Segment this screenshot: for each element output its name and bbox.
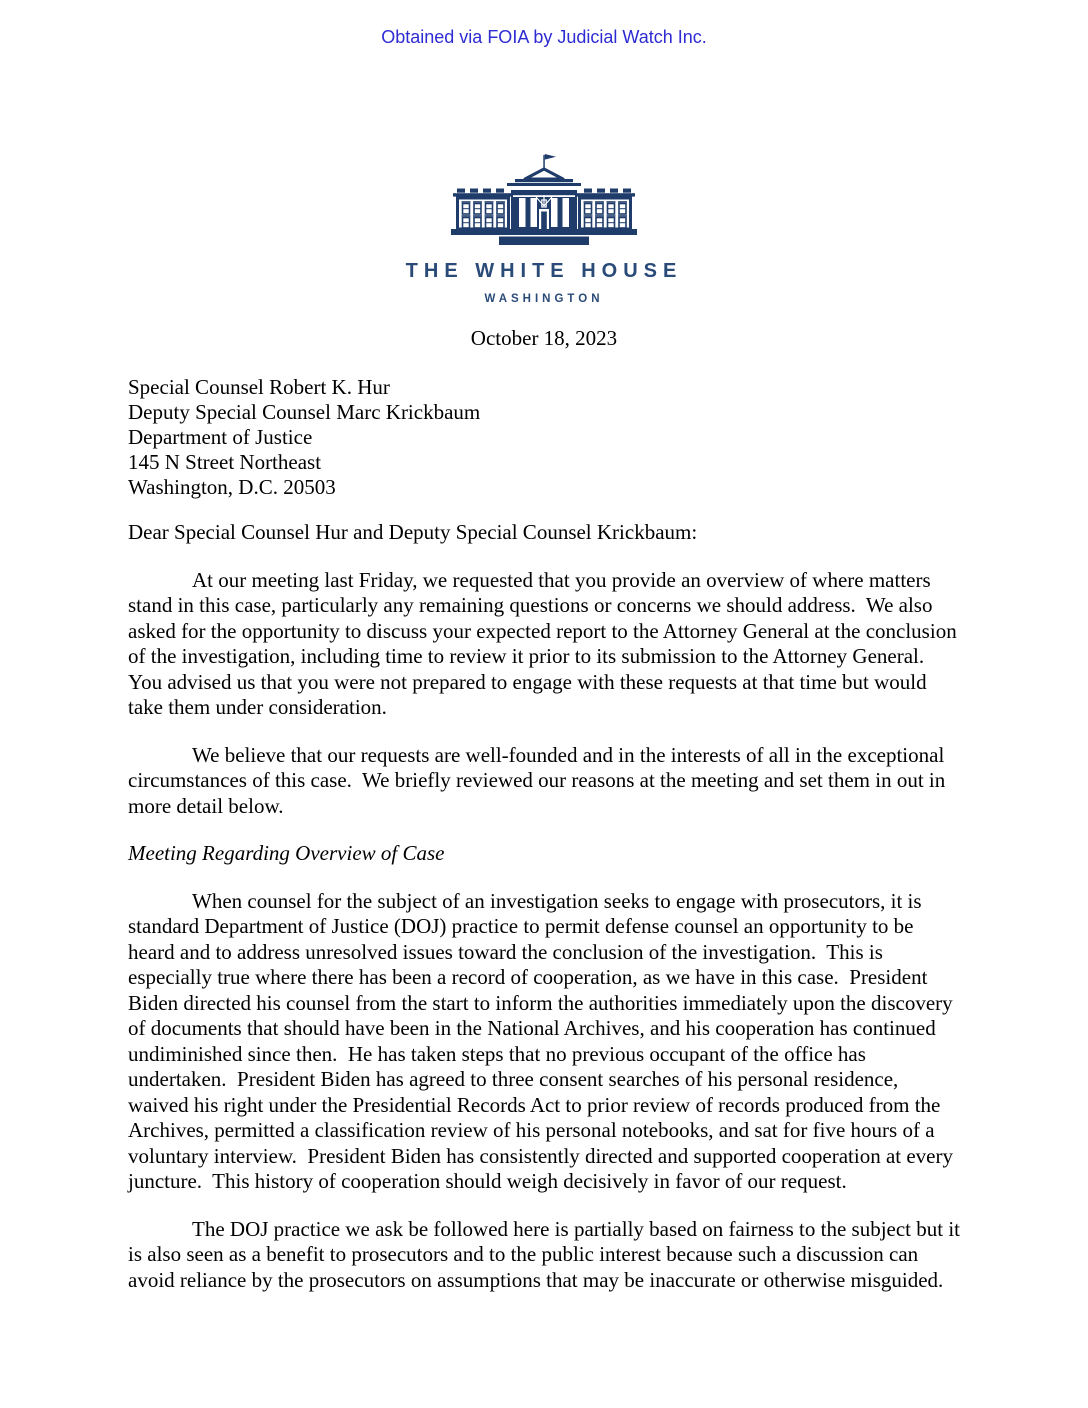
recipient-line: Special Counsel Robert K. Hur <box>128 375 390 399</box>
recipient-line: Deputy Special Counsel Marc Krickbaum <box>128 400 481 424</box>
white-house-logo-icon <box>449 150 639 250</box>
letterhead <box>0 150 1088 313</box>
paragraph-doj-practice-cooperation: When counsel for the subject of an investigation seeks to engage with prosecutors, it is standard Department of Justice (DOJ) practice to permit defense counsel an opportunity to be heard and to address unresolved issues toward the conclusion of the investigation. This is especially true where there has been a record of cooperation, as we have in this case. President Biden directed his counsel from the start to inform the authorities immediately upon the discovery of documents that should have been in the National Archives, and his cooperation has continued undiminished since then. He has taken steps that no previous occupant of the office has undertaken. President Biden has agreed to three consent searches of his personal residence, waived his right under the Presidential Records Act to prior review of records produced from the Archives, permitted a classification review of his personal notebooks, and sat for five hours of a voluntary interview. President Biden has consistently directed and supported cooperation at every juncture. This history of cooperation should weigh decisively in favor of our request. <box>128 888 959 1193</box>
recipient-address-block <box>128 375 962 500</box>
letter-body <box>128 375 966 1293</box>
letterhead-title: THE WHITE HOUSE <box>405 259 683 282</box>
paragraph-meeting-requests: At our meeting last Friday, we requested that you provide an overview of where matters stand in this case, particularly any remaining questions or concerns we should address. We also asked for the opportunity to discuss your expected report to the Attorney General at the conclusion of the investigation, including time to review it prior to its submission to the Attorney General. You advised us that you were not prepared to engage with these requests at that time but would take them under consideration. <box>128 567 962 719</box>
foia-watermark: Obtained via FOIA by Judicial Watch Inc. <box>381 27 707 47</box>
paragraph-requests-well-founded: We believe that our requests are well-founded and in the interests of all in the exceptional circumstances of this case. We briefly reviewed our reasons at the meeting and set them in out in more detail below. <box>128 742 951 818</box>
recipient-line: Department of Justice <box>128 425 313 449</box>
letter-date: October 18, 2023 <box>470 325 618 350</box>
recipient-line: Washington, D.C. 20503 <box>128 475 336 499</box>
recipient-line: 145 N Street Northeast <box>128 450 322 474</box>
paragraph-doj-practice-fairness: The DOJ practice we ask be followed here is partially based on fairness to the subject but it is also seen as a benefit to prosecutors and to the public interest because such a discussion can avoid reliance by the prosecutors on assumptions that may be inaccurate or otherwise misguided. <box>128 1216 966 1292</box>
salutation: Dear Special Counsel Hur and Deputy Special Counsel Krickbaum: <box>128 520 698 544</box>
letterhead-subtitle: WASHINGTON <box>484 293 604 305</box>
section-heading-meeting-overview: Meeting Regarding Overview of Case <box>128 841 445 865</box>
